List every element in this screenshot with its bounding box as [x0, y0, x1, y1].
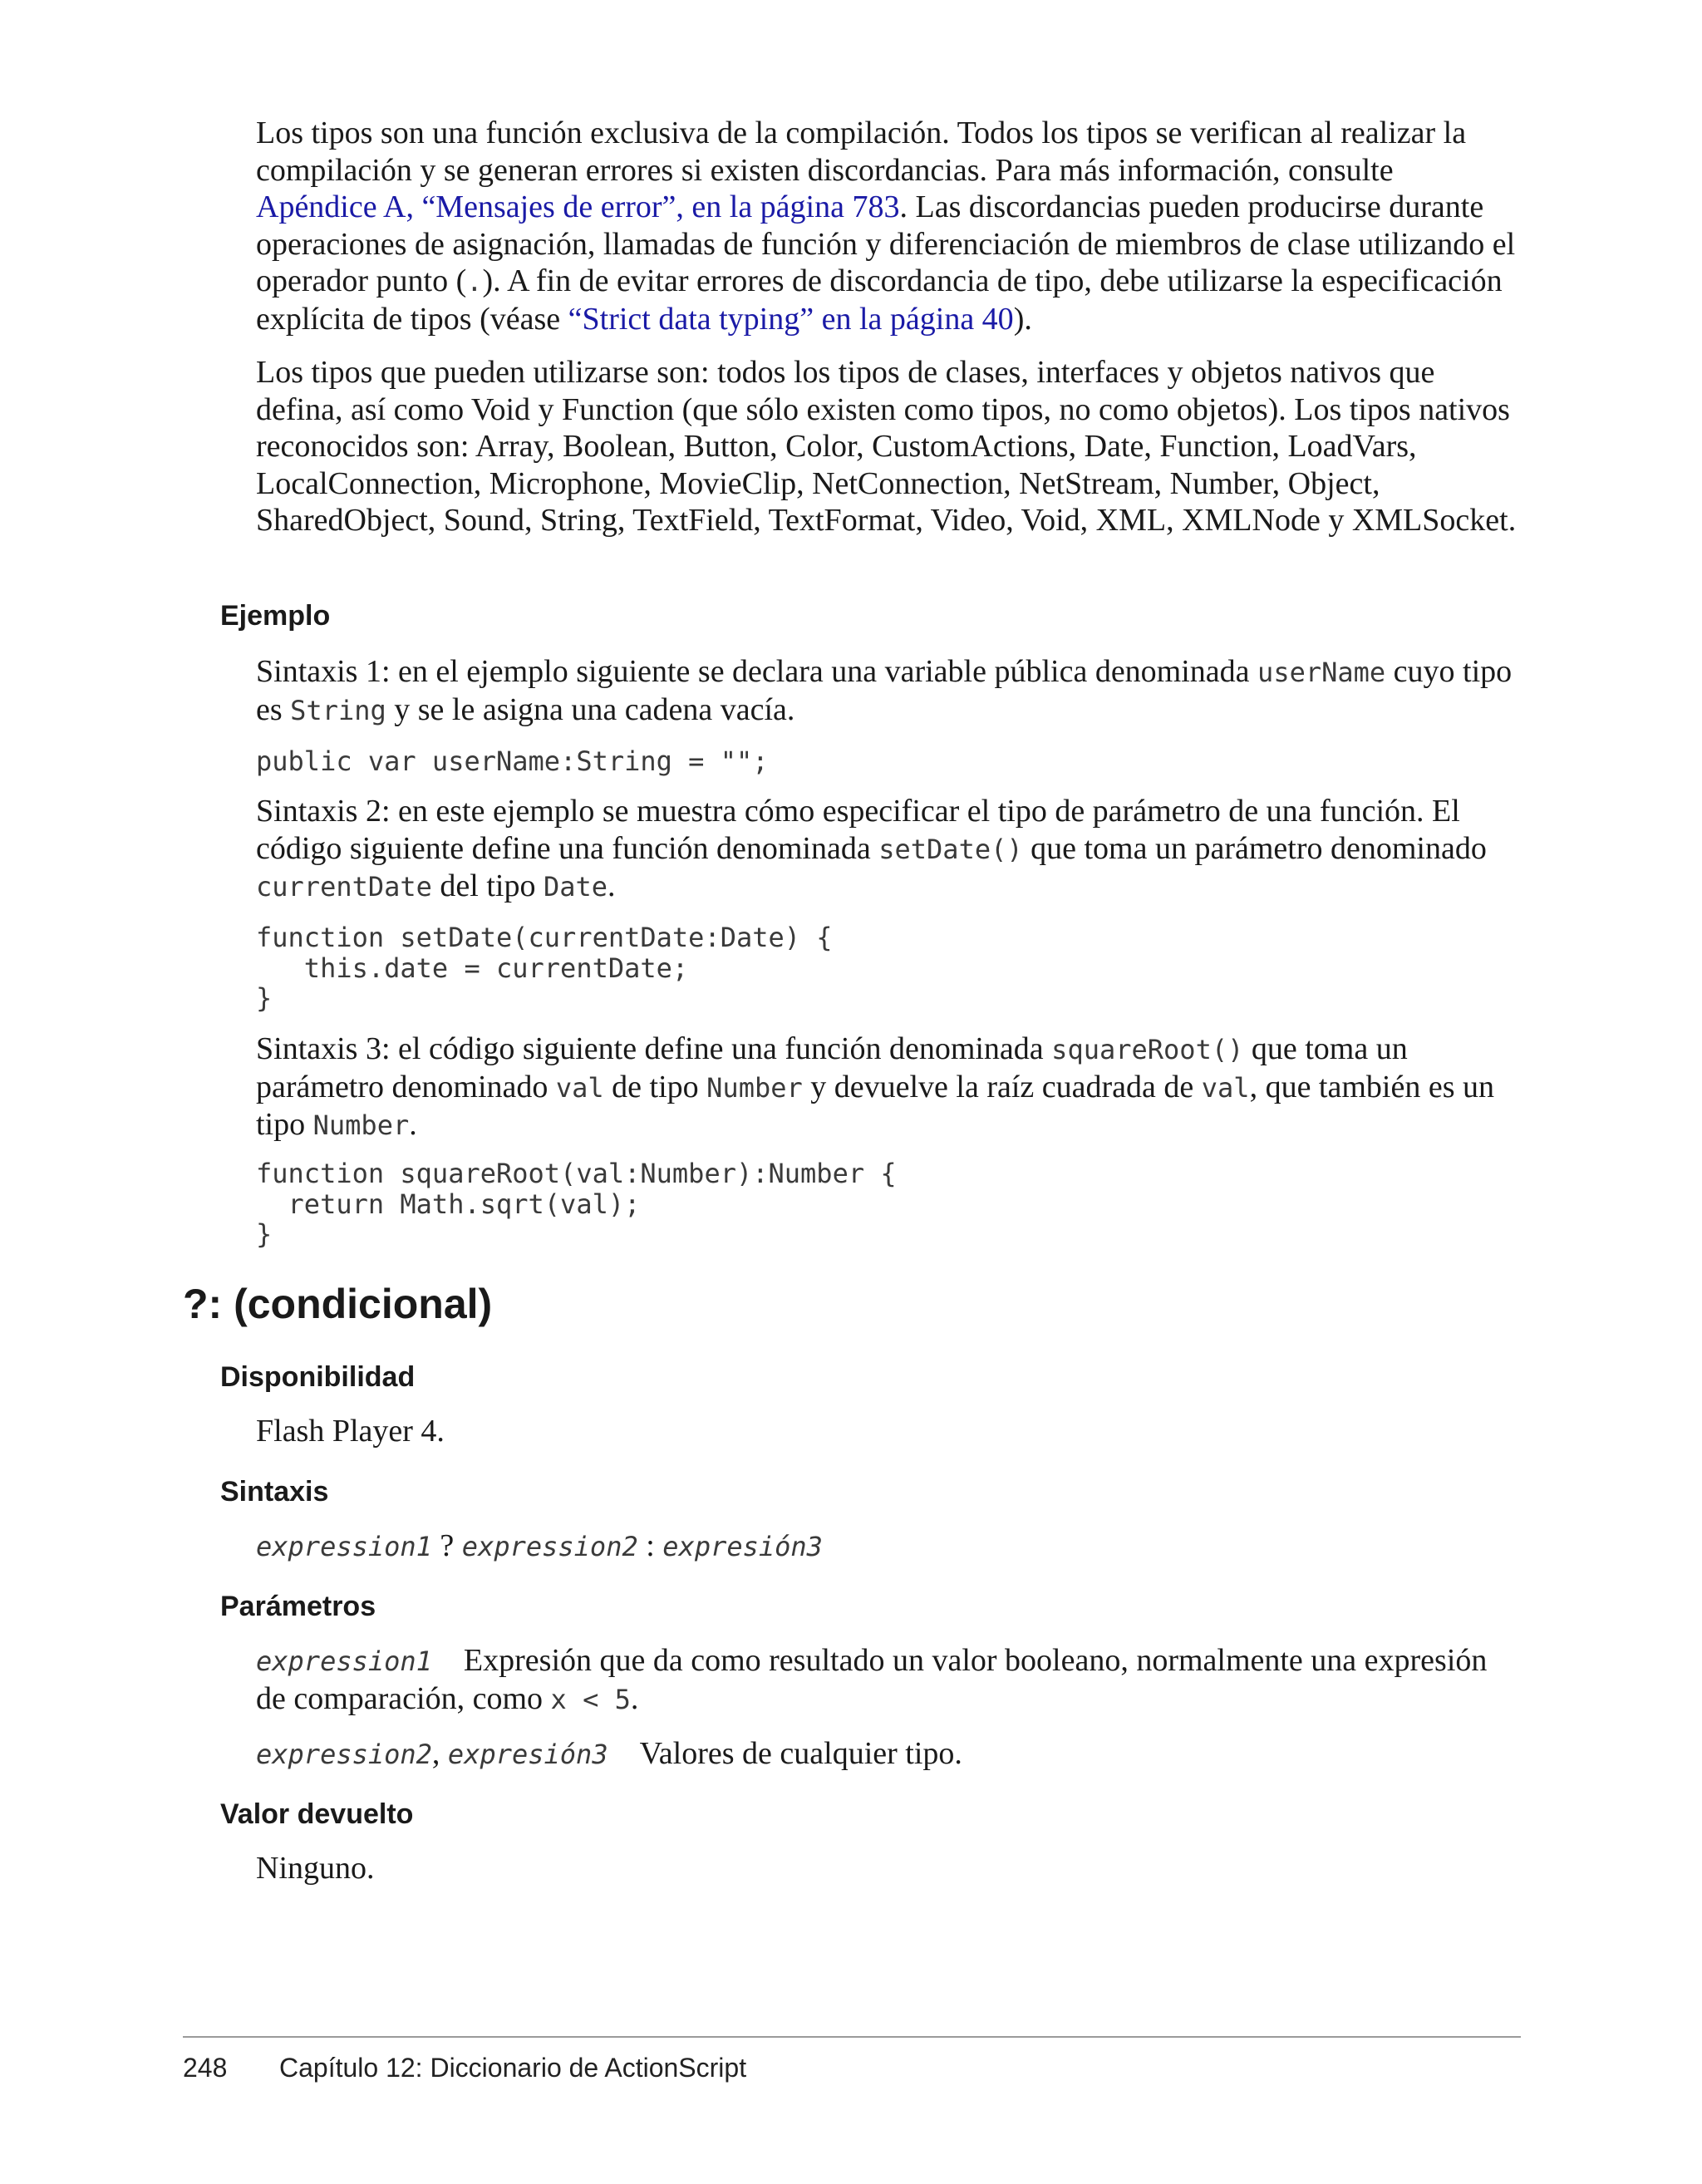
link-apendice-a[interactable]: Apéndice A, “Mensajes de error”, en la página 783: [256, 189, 900, 224]
return-text: Ninguno.: [256, 1851, 375, 1886]
text-run: .: [630, 1680, 639, 1716]
code-inline: Number: [312, 1109, 410, 1141]
syntax-expression3: expresión3: [662, 1531, 823, 1562]
code-inline: userName: [1257, 657, 1386, 688]
text-run: .: [608, 868, 616, 903]
text-run: Sintaxis 3: el código siguiente define una función denominada: [256, 1031, 1052, 1066]
code-inline: String: [290, 694, 386, 726]
availability-text: Flash Player 4.: [256, 1414, 445, 1449]
text-run: que toma un parámetro denominado: [1022, 830, 1487, 866]
text-run: cuyo tipo es: [256, 654, 1513, 727]
code-inline: setDate(): [878, 833, 1023, 865]
syntax-expression1: expression1: [256, 1531, 432, 1562]
heading-ejemplo: Ejemplo: [220, 600, 331, 632]
text-run: del tipo: [431, 868, 544, 903]
param-name: expression2: [256, 1739, 432, 1770]
intro-paragraph-2: Los tipos que pueden utilizarse son: todos los tipos de clases, interfaces y objetos nativos que defina, así como Void y Function (que sólo existen como tipos, no como objetos). Los tipos nativos reconocidos son: Array, Boolean, Button, Color, CustomActions, Date, Function, LoadVars, LocalConnection, Microphone, MovieClip, NetConnection, NetStream, Number, Object, SharedObject, Sound, String, TextField, TextFormat, Video, Void, XML, XMLNode y XMLSocket.: [256, 355, 1517, 538]
text-run: Valores de cualquier tipo.: [639, 1736, 962, 1771]
code-inline: val: [1201, 1071, 1250, 1104]
text-run: que toma un parámetro denominado: [256, 1031, 1408, 1104]
code-inline: Number: [706, 1071, 803, 1104]
text-run: y devuelve la raíz cuadrada de: [802, 1069, 1202, 1104]
text-run: y se le asigna una cadena vacía.: [386, 691, 795, 727]
syntax2-paragraph: [256, 793, 1519, 906]
text-run: de tipo: [603, 1069, 707, 1104]
code-inline: Date: [543, 871, 608, 903]
syntax-operator-question: ?: [431, 1528, 462, 1563]
code-inline-dot: .: [466, 266, 483, 298]
intro-paragraph-1: [256, 115, 1519, 337]
syntax-line: [256, 1527, 1519, 1566]
param-name: expresión3: [447, 1739, 608, 1770]
code-block-2: function setDate(currentDate:Date) { this.date = currentDate; }: [256, 922, 833, 1014]
param1-description: [256, 1642, 1519, 1718]
footer-divider: [183, 2036, 1521, 2038]
heading-disponibilidad: Disponibilidad: [220, 1361, 416, 1393]
section-title: ?: (condicional): [183, 1281, 493, 1327]
syntax-expression2: expression2: [461, 1531, 638, 1562]
code-inline: squareRoot(): [1051, 1034, 1244, 1065]
text-run: Los tipos son una función exclusiva de la compilación. Todos los tipos se verifican al realizar la compilación y se generan errores si existen discordancias. Para más información, consulte: [256, 116, 1467, 188]
page-number: 248: [183, 2053, 228, 2083]
code-inline: x < 5: [550, 1683, 631, 1715]
text-run: .: [409, 1107, 417, 1142]
text-run: ). A fin de evitar errores de discordancia de tipo, debe utilizarse la especificación explícita de tipos (véase: [256, 263, 1503, 337]
heading-parametros: Parámetros: [220, 1591, 376, 1622]
code-inline: currentDate: [256, 871, 432, 903]
text-run: ).: [1013, 301, 1032, 337]
heading-valor-devuelto: Valor devuelto: [220, 1798, 414, 1830]
text-run: Sintaxis 2: en este ejemplo se muestra cómo especificar el tipo de parámetro de una función. El código siguiente define una función denominada: [256, 794, 1460, 866]
syntax3-paragraph: [256, 1031, 1519, 1144]
heading-sintaxis: Sintaxis: [220, 1476, 329, 1508]
param-name: expression1: [256, 1645, 432, 1677]
syntax1-paragraph: [256, 653, 1519, 729]
text-run: , que también es un tipo: [256, 1069, 1494, 1142]
chapter-title: Capítulo 12: Diccionario de ActionScript: [279, 2053, 747, 2083]
text-run: Expresión que da como resultado un valor booleano, normalmente una expresión de comparación, como: [256, 1643, 1488, 1716]
code-block-1: public var userName:String = "";: [256, 745, 769, 777]
code-inline: val: [555, 1071, 604, 1104]
syntax-operator-colon: :: [637, 1528, 663, 1563]
code-block-3: function squareRoot(val:Number):Number { return Math.sqrt(val); }: [256, 1158, 897, 1250]
text-run: Sintaxis 1: en el ejemplo siguiente se declara una variable pública denominada: [256, 654, 1258, 689]
link-strict-data-typing[interactable]: “Strict data typing” en la página 40: [568, 301, 1014, 337]
text-run: ,: [431, 1736, 448, 1771]
param2-description: [256, 1735, 1519, 1773]
text-run: . Las discordancias pueden producirse durante operaciones de asignación, llamadas de función y diferenciación de miembros de clase utilizando el operador punto (: [256, 189, 1516, 298]
